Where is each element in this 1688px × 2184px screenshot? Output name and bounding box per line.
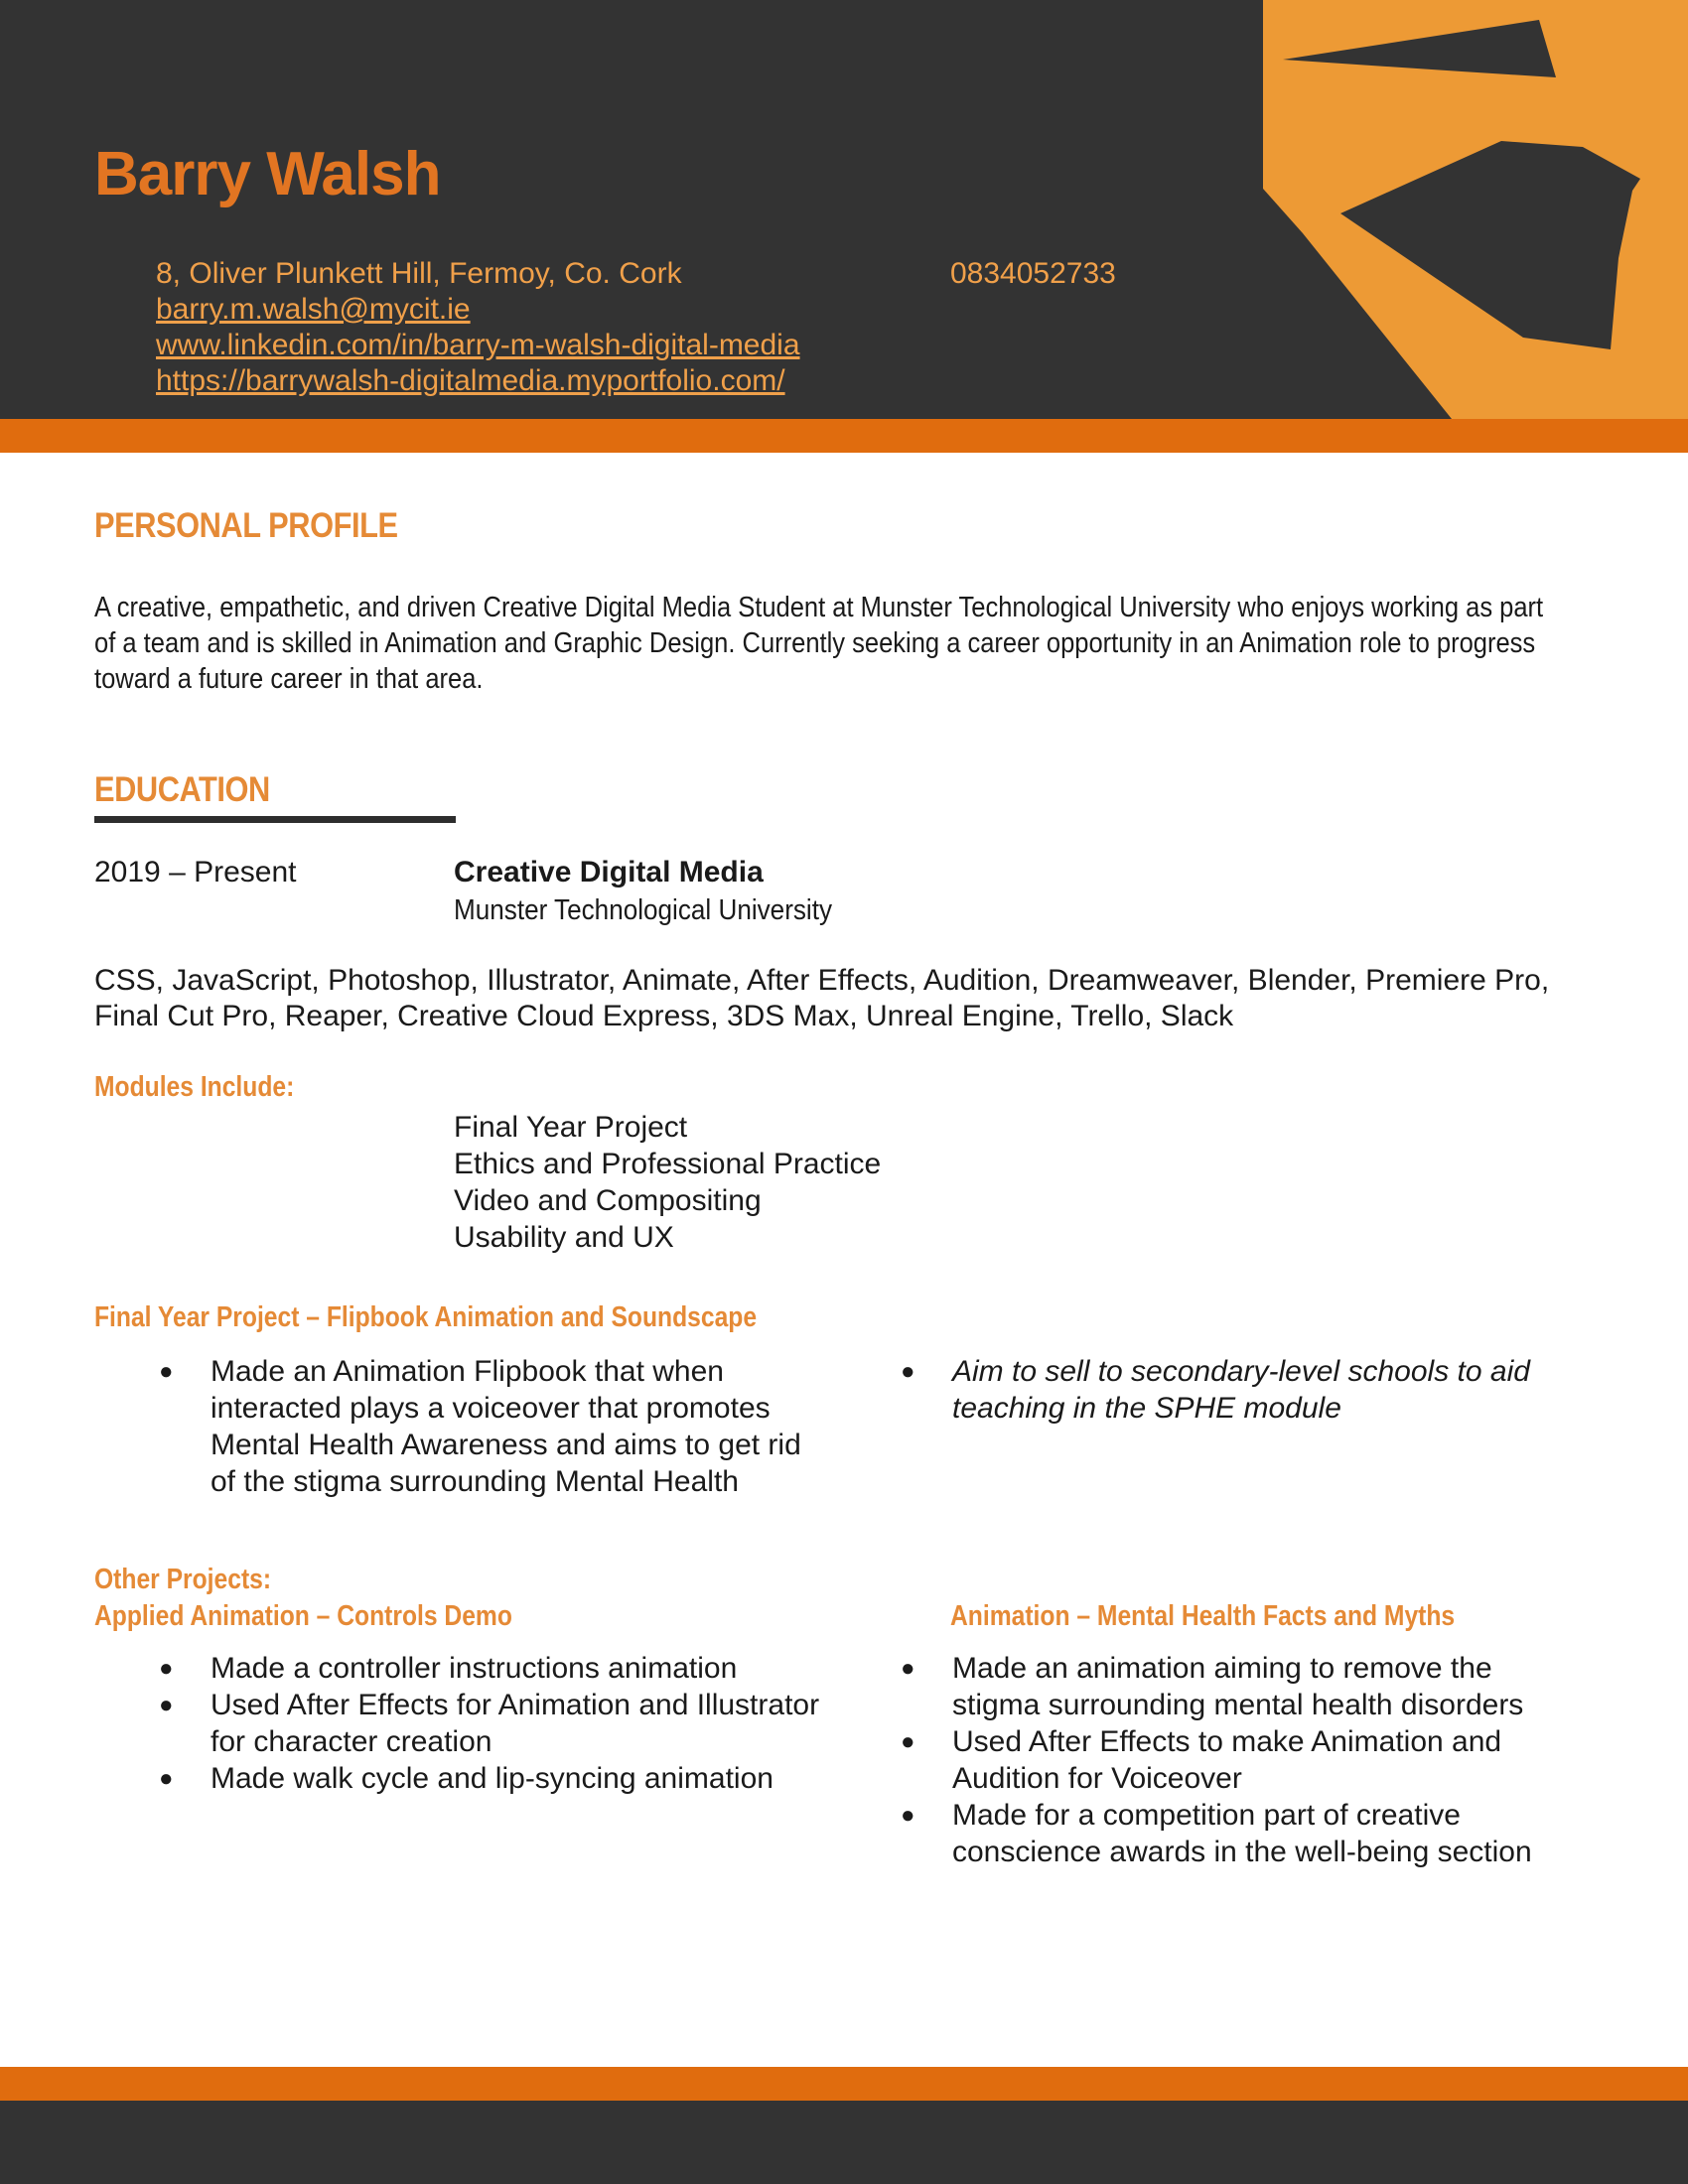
- bullet-item: ● Made an Animation Flipbook that when interacted plays a voiceover that promotes Mental Health Awareness and aims to get rid of the stigma surrounding Mental Health: [159, 1353, 834, 1500]
- mental-health-animation-heading: Animation – Mental Health Facts and Myths: [950, 1600, 1456, 1632]
- logo-graphic: [1263, 0, 1688, 419]
- education-date: 2019 – Present: [94, 856, 297, 888]
- module-item: Ethics and Professional Practice: [454, 1148, 882, 1180]
- linkedin-link[interactable]: www.linkedin.com/in/barry-m-walsh-digital-media: [156, 329, 800, 361]
- module-item: Usability and UX: [454, 1221, 674, 1254]
- final-project-bullets-right: [901, 1353, 1576, 1427]
- module-item: Video and Compositing: [454, 1184, 762, 1217]
- education-divider: [94, 816, 456, 823]
- portfolio-link[interactable]: https://barrywalsh-digitalmedia.myportfolio.com/: [156, 364, 785, 397]
- personal-profile-heading: PERSONAL PROFILE: [94, 506, 398, 545]
- final-project-heading: Final Year Project – Flipbook Animation and Soundscape: [94, 1301, 758, 1333]
- bullet-item: ● Made for a competition part of creative conscience awards in the well-being section: [901, 1797, 1546, 1870]
- bullet-item: ● Aim to sell to secondary-level schools to aid teaching in the SPHE module: [901, 1353, 1576, 1427]
- skills-list: CSS, JavaScript, Photoshop, Illustrator, Animate, After Effects, Audition, Dreamweaver, Blender, Premiere Pro, Final Cut Pro, Reaper, Creative Cloud Express, 3DS Max, Unreal Engine, Trello, Slack: [94, 964, 1550, 1032]
- applied-animation-heading: Applied Animation – Controls Demo: [94, 1600, 512, 1632]
- phone-number: 0834052733: [950, 257, 1116, 290]
- other-projects-heading: Other Projects:: [94, 1564, 272, 1595]
- modules-list: [454, 1109, 881, 1256]
- bullet-item: ● Made an animation aiming to remove the stigma surrounding mental health disorders: [901, 1650, 1546, 1723]
- education-school: Munster Technological University: [454, 894, 833, 926]
- education-degree: Creative Digital Media: [454, 856, 764, 888]
- bullet-item: ● Made a controller instructions animation: [159, 1650, 834, 1687]
- education-heading: EDUCATION: [94, 770, 270, 809]
- candidate-name: Barry Walsh: [94, 140, 441, 208]
- footer-band: [0, 2101, 1688, 2184]
- final-project-bullets-left: [159, 1353, 834, 1500]
- bullet-item: ● Used After Effects for Animation and Illustrator for character creation: [159, 1687, 834, 1760]
- applied-animation-bullets: [159, 1650, 834, 1797]
- mental-health-animation-bullets: [901, 1650, 1546, 1870]
- footer-accent-stripe: [0, 2067, 1688, 2101]
- bullet-item: ● Used After Effects to make Animation and Audition for Voiceover: [901, 1723, 1546, 1797]
- module-item: Final Year Project: [454, 1111, 688, 1144]
- modules-heading: Modules Include:: [94, 1071, 295, 1103]
- address: 8, Oliver Plunkett Hill, Fermoy, Co. Cork: [156, 257, 682, 290]
- contact-block: [156, 256, 800, 399]
- email-link[interactable]: barry.m.walsh@mycit.ie: [156, 293, 471, 326]
- personal-profile-text: A creative, empathetic, and driven Creative Digital Media Student at Munster Technological University who enjoys working as part of a team and is skilled in Animation and Graphic Design. Currently seeking a career opportunity in an Animation role to progress toward a future career in that area.: [94, 592, 1544, 695]
- header-accent-stripe: [0, 419, 1688, 453]
- bullet-item: ● Made walk cycle and lip-syncing animation: [159, 1760, 834, 1797]
